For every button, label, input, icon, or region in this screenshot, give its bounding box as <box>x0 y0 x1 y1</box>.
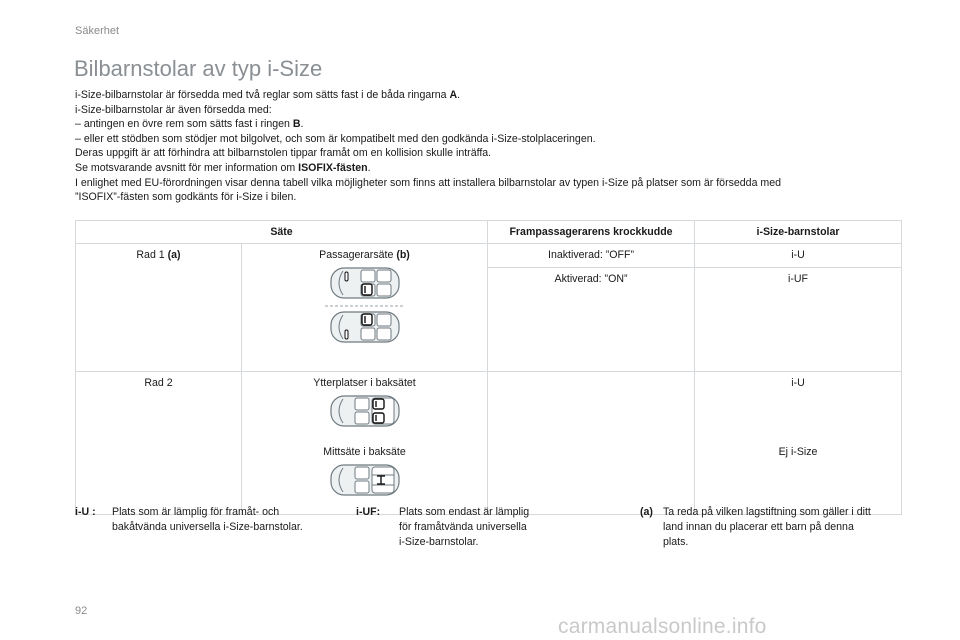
col-header-seat: Säte <box>76 221 488 244</box>
intro-text <box>75 88 905 205</box>
legend-iu-key: i-U : <box>75 506 96 518</box>
row2-airbag-cell <box>488 372 695 515</box>
isize-table <box>75 220 902 515</box>
row2-middle-isize: Ej i-Size <box>695 441 902 515</box>
row1-airbag-on: Aktiverad: ”ON” <box>488 268 695 372</box>
intro-line: Deras uppgift är att förhindra att bilbarnstolen tippar framåt om en kollision skulle inträffa. <box>75 147 492 160</box>
legend-iuf-text <box>399 505 529 550</box>
row2-outer-isize: i-U <box>695 372 902 442</box>
legend-line: Ta reda på vilken lagstiftning som gäller i ditt <box>663 506 871 518</box>
row1-label-cell <box>76 244 242 372</box>
intro-line <box>75 161 905 176</box>
intro-text-span: – antingen en övre rem som sätts fast i ringen <box>75 118 293 131</box>
intro-line: I enlighet med EU-förordningen visar denna tabell vilka möjligheter som finns att installera bilbarnstolar av typen i-Size på platser som är försedda med <box>75 176 782 189</box>
intro-line: – eller ett stödben som stödjer mot bilgolvet, och som är kompatibelt med den godkända i-Size-stolplaceringen. <box>75 132 596 145</box>
legend-iuf-key: i-UF: <box>356 506 381 518</box>
legend-line: plats. <box>663 536 689 548</box>
row2-outer-seat-cell <box>242 372 488 442</box>
row1-airbag-off: Inaktiverad: ”OFF” <box>488 244 695 268</box>
intro-text-span: i-Size-bilbarnstolar är försedda med två reglar som sätts fast i de båda ringarna <box>75 89 450 101</box>
watermark: carmanualsonline.info <box>558 615 767 638</box>
page-title: Bilbarnstolar av typ i-Size <box>74 56 323 81</box>
intro-line: ”ISOFIX”-fästen som godkänts för i-Size i bilen. <box>75 191 297 204</box>
ring-a-label: A <box>449 89 458 101</box>
ring-b-label: B <box>292 118 301 131</box>
row1-note: (a) <box>167 249 181 261</box>
car-rear-outer-seats-icon <box>325 394 405 428</box>
intro-line <box>75 88 905 103</box>
intro-text-span: . <box>367 161 371 174</box>
legend-line: land innan du placerar ett barn på denna <box>663 521 854 533</box>
legend-line: bakåtvända universella i-Size-barnstolar. <box>112 521 303 533</box>
legend-line: för framåtvända universella <box>399 521 527 533</box>
row1-label: Rad 1 <box>136 249 168 261</box>
row2-middle-seat-cell <box>242 441 488 515</box>
table-header-row <box>76 221 902 244</box>
car-front-seat-rear-facing-icon <box>325 266 405 346</box>
page-number: 92 <box>75 605 88 617</box>
car-rear-middle-seat-icon <box>325 463 405 497</box>
table-row <box>76 244 902 268</box>
row1-seat-cell <box>242 244 488 372</box>
intro-text-span: . <box>300 118 304 131</box>
row2-label-cell: Rad 2 <box>76 372 242 515</box>
intro-line: i-Size-bilbarnstolar är även försedda med: <box>75 103 272 116</box>
row1-seat-note: (b) <box>396 249 410 261</box>
isofix-reference: ISOFIX-fästen <box>298 161 368 174</box>
legend-line: Plats som är lämplig för framåt- och <box>112 506 280 518</box>
intro-text-span: . <box>457 89 461 101</box>
row1-isize-off: i-U <box>695 244 902 268</box>
legend-a-key: (a) <box>640 506 653 518</box>
row2-middle-seat-label: Mittsäte i baksäte <box>323 446 406 458</box>
col-header-airbag: Frampassagerarens krockkudde <box>488 221 695 244</box>
row1-seat-label: Passagerarsäte <box>319 249 397 261</box>
row2-outer-seat-label: Ytterplatser i baksätet <box>313 377 416 389</box>
row1-isize-on: i-UF <box>695 268 902 372</box>
col-header-isize: i-Size-barnstolar <box>695 221 902 244</box>
table-row <box>76 372 902 442</box>
legend-a-text <box>663 505 871 550</box>
legend-iu-text <box>112 505 303 535</box>
section-header: Säkerhet <box>75 25 120 37</box>
intro-line <box>75 117 905 132</box>
intro-text-span: Se motsvarande avsnitt för mer information om <box>75 161 299 174</box>
legend-line: i-Size-barnstolar. <box>399 536 479 548</box>
legend-line: Plats som endast är lämplig <box>399 506 530 518</box>
